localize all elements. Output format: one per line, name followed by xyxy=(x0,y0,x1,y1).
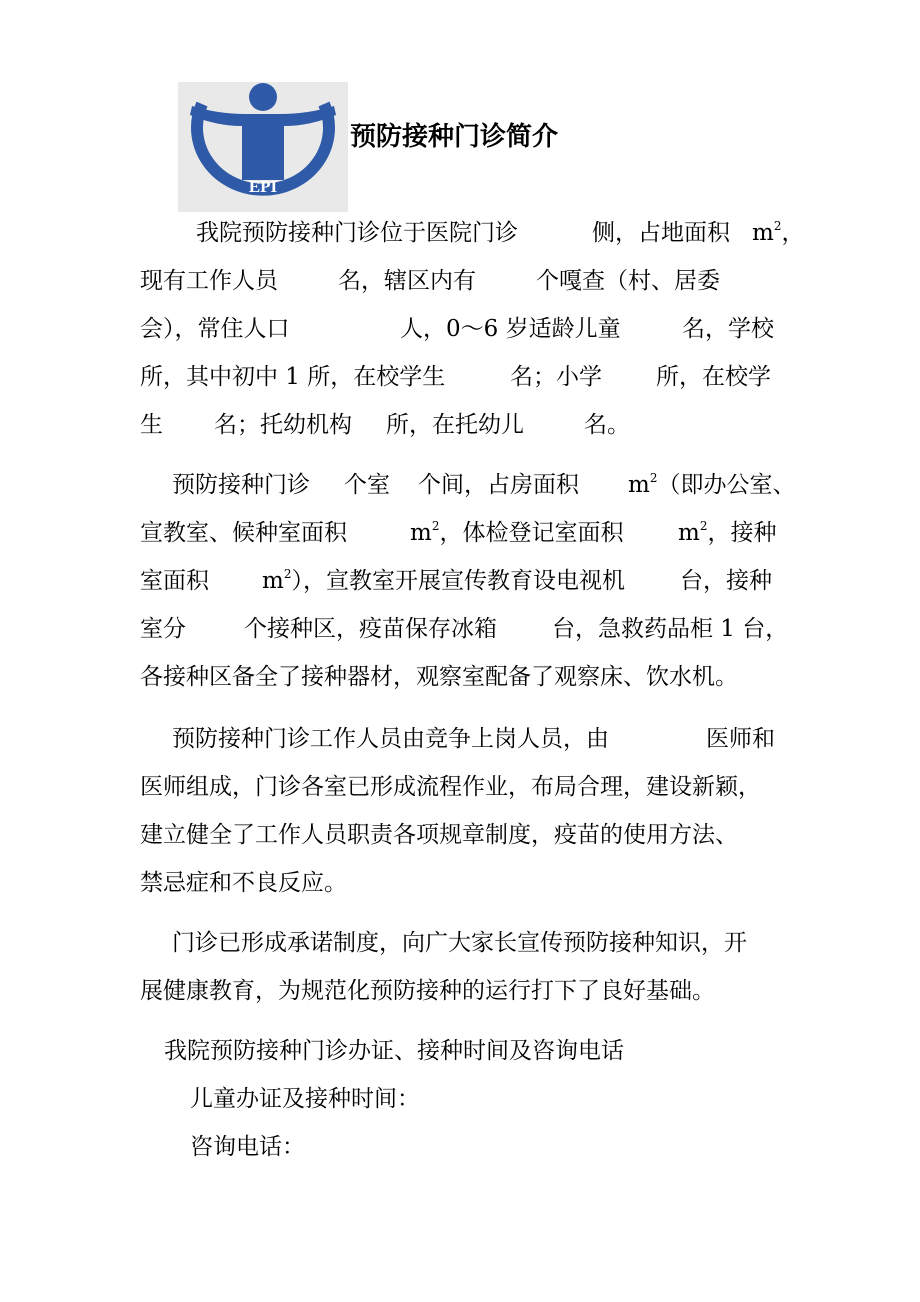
text-run: $m^2$， xyxy=(752,219,805,246)
logo-head xyxy=(249,83,277,111)
text-run: $m^2$，体检登记室面积 xyxy=(410,519,624,546)
text-run: 台，接种 xyxy=(680,568,772,594)
text-run: 现有工作人员 xyxy=(140,268,278,294)
text-run: $m^2$（即办公室、 xyxy=(628,471,796,498)
logo-text: EPI xyxy=(248,177,278,196)
text-run: 台，急救药品柜 1 台， xyxy=(552,616,789,642)
text-run: 门诊已形成承诺制度，向广大家长宣传预防接种知识，开 xyxy=(172,930,747,956)
text-run: 个接种区，疫苗保存冰箱 xyxy=(244,616,497,642)
text-run: 名。 xyxy=(584,412,630,438)
phone-label: 咨询电话： xyxy=(190,1134,305,1160)
page-title: 预防接种门诊简介 xyxy=(350,122,559,152)
text-run: 名；小学 xyxy=(510,364,602,390)
epi-logo xyxy=(178,82,348,212)
text-run: $m^2$，接种 xyxy=(678,519,777,546)
text-run: 宣教室、候种室面积 xyxy=(140,520,347,546)
text-run: 展健康教育，为规范化预防接种的运行打下了良好基础。 xyxy=(140,978,715,1004)
text-run: 个间，占房面积 xyxy=(418,472,579,498)
text-run: 所，在校学 xyxy=(656,364,771,390)
text-run: $m^2$），宣教室开展宣传教育设电视机 xyxy=(262,567,625,594)
text-run: 名，辖区内有 xyxy=(338,268,476,294)
text-run: 侧，占地面积 xyxy=(592,220,730,246)
text-run: 医师组成，门诊各室已形成流程作业，布局合理，建设新颖， xyxy=(140,774,761,800)
text-run: 室分 xyxy=(140,616,186,642)
text-run: 各接种区备全了接种器材，观察室配备了观察床、饮水机。 xyxy=(140,664,738,690)
text-run: 我院预防接种门诊位于医院门诊 xyxy=(196,220,518,246)
text-run: 预防接种门诊工作人员由竞争上岗人员，由 xyxy=(172,726,609,752)
time-label: 儿童办证及接种时间： xyxy=(190,1086,420,1112)
text-run: 会），常住人口 xyxy=(140,316,290,342)
text-run: 人，0～6 岁适龄儿童 xyxy=(400,316,621,342)
text-run: 个室 xyxy=(344,472,390,498)
text-run: 所，在托幼儿 xyxy=(386,412,524,438)
text-run: 医师和 xyxy=(706,726,775,752)
text-run: 名；托幼机构 xyxy=(214,412,352,438)
text-run: 禁忌症和不良反应。 xyxy=(140,870,347,896)
text-run: 预防接种门诊 xyxy=(172,472,310,498)
text-run: 个嘎查（村、居委 xyxy=(536,268,720,294)
section-heading: 我院预防接种门诊办证、接种时间及咨询电话 xyxy=(164,1038,624,1064)
text-run: 名，学校 xyxy=(682,316,774,342)
text-run: 生 xyxy=(140,412,163,438)
text-run: 建立健全了工作人员职责各项规章制度，疫苗的使用方法、 xyxy=(140,822,738,848)
text-run: 所，其中初中 1 所，在校学生 xyxy=(140,364,446,390)
text-run: 室面积 xyxy=(140,568,209,594)
